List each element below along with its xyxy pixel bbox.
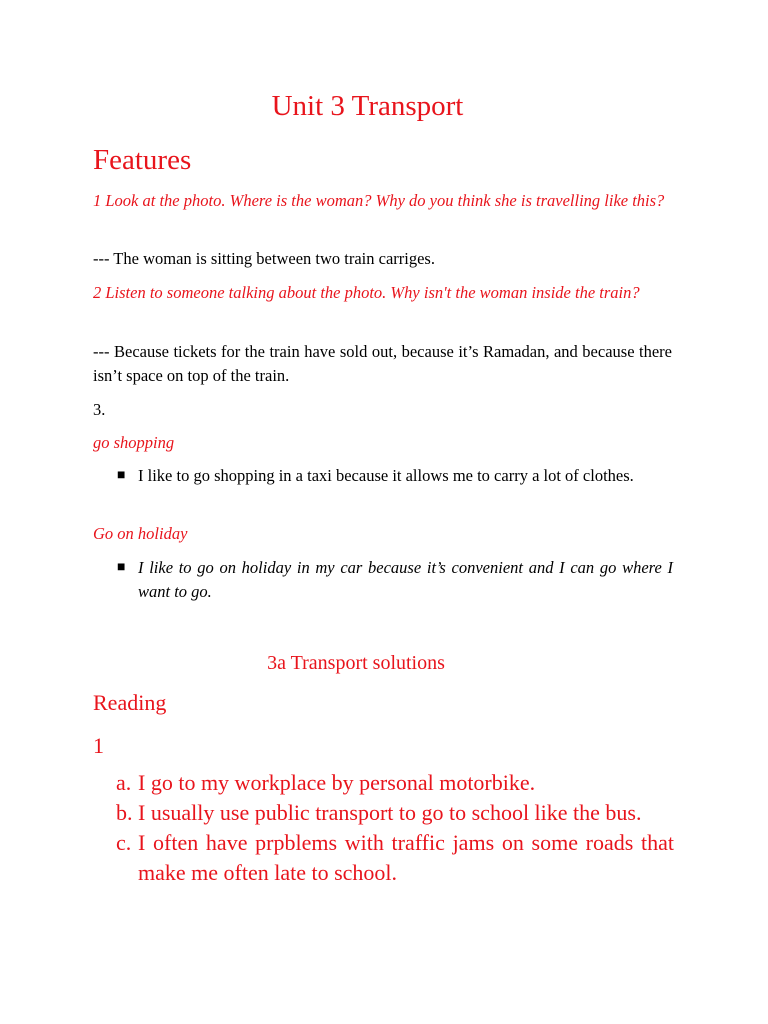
list-marker: a. <box>116 770 132 795</box>
bullet-text-shopping: I like to go shopping in a taxi because it allows me to carry a lot of clothes. <box>138 466 634 485</box>
square-bullet-icon: ■ <box>117 468 126 483</box>
list-item <box>93 768 674 798</box>
subsection-heading: 3a Transport solutions <box>267 652 445 674</box>
list-item-text: I go to my workplace by personal motorbike. <box>138 770 536 795</box>
bullet-text-holiday: I like to go on holiday in my car because it’s convenient and I can go where I want to go. <box>138 558 673 601</box>
list-item <box>93 828 674 888</box>
list-item <box>93 798 674 828</box>
question-3-number: 3. <box>93 400 106 419</box>
question-1: 1 Look at the photo. Where is the woman? Why do you think she is travelling like this? <box>93 191 665 210</box>
topic-go-shopping: go shopping <box>93 433 175 452</box>
bullet-item-shopping <box>117 464 673 488</box>
answer-2: --- Because tickets for the train have sold out, because it’s Ramadan, and because there isn’t space on top of the train. <box>93 342 672 385</box>
answer-list <box>93 768 674 888</box>
topic-go-on-holiday: Go on holiday <box>93 524 188 543</box>
unit-title: Unit 3 Transport <box>271 90 464 122</box>
section-heading-features: Features <box>93 144 192 176</box>
list-marker: c. <box>116 830 132 855</box>
bullet-item-holiday <box>117 556 673 604</box>
answer-1: --- The woman is sitting between two train carriges. <box>93 249 435 268</box>
question-2: 2 Listen to someone talking about the photo. Why isn't the woman inside the train? <box>93 283 640 302</box>
reading-heading: Reading <box>93 690 167 715</box>
list-marker: b. <box>116 800 133 825</box>
list-item-text: I often have prpblems with traffic jams on some roads that make me often late to school. <box>138 830 674 885</box>
reading-exercise-number: 1 <box>93 733 104 758</box>
list-item-text: I usually use public transport to go to school like the bus. <box>138 800 642 825</box>
square-bullet-icon: ■ <box>117 560 126 575</box>
